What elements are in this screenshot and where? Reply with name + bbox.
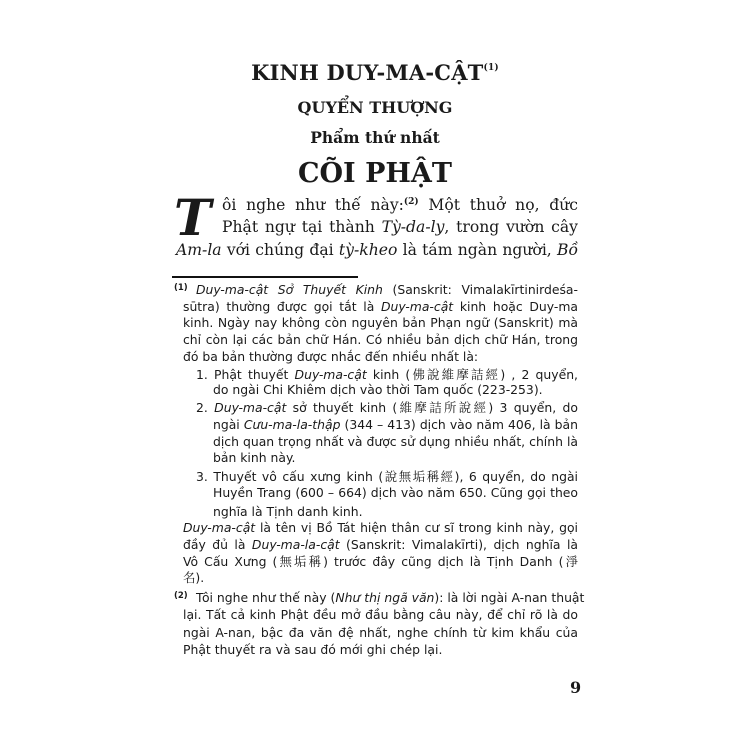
text-segment: Phật ngự tại thành xyxy=(222,218,382,236)
text-segment: kinh hoặc Duy-ma xyxy=(453,299,579,314)
text-segment: (344 – 413) dịch vào năm 406, là bản xyxy=(340,417,578,432)
text-line xyxy=(183,642,578,658)
italic-text: Duy-ma-cật xyxy=(294,367,367,382)
text-segment: ngài A-nan, bậc đa văn đệ nhất, nghe chính từ kim khẩu của xyxy=(183,625,578,640)
footnote-marker-2: (2) xyxy=(174,591,188,601)
text-line xyxy=(222,196,578,214)
text-line xyxy=(196,469,578,485)
italic-text: Am-la xyxy=(176,241,222,259)
page-number: 9 xyxy=(570,678,582,697)
text-line xyxy=(213,485,578,501)
text-segment: với chúng đại xyxy=(221,241,339,259)
text-segment: đó ba bản thường được nhắc đến nhiều nhất là: xyxy=(183,349,479,364)
text-line xyxy=(183,332,578,348)
footnote-ref-2: (2) xyxy=(403,196,419,207)
text-line xyxy=(213,434,578,450)
book-title xyxy=(0,60,750,85)
text-line xyxy=(183,299,578,315)
text-segment: ôi nghe như thế này: xyxy=(222,196,404,214)
italic-text: Duy-ma-cật xyxy=(381,299,454,314)
text-segment: ngài xyxy=(213,417,244,432)
italic-text: Duy-ma-cật xyxy=(183,520,256,535)
text-segment: là tám ngàn người, xyxy=(397,241,558,259)
italic-text: Như thị ngã văn xyxy=(335,590,435,605)
text-line xyxy=(183,554,578,570)
text-segment: dịch quan trọng nhất và được sử dụng nhiều nhất, chính là xyxy=(213,434,578,449)
text-segment: (Sanskrit: Vimalakīrtinirdeśa- xyxy=(382,282,579,297)
text-line xyxy=(183,570,578,586)
text-line xyxy=(213,450,578,466)
text-segment: Một thuở nọ, đức xyxy=(418,196,578,214)
text-segment: 名). xyxy=(183,570,205,585)
text-segment: đầy đủ là xyxy=(183,537,252,552)
text-segment: kinh (佛說維摩詰經) , 2 quyển, xyxy=(366,367,578,382)
text-segment: Tôi nghe như thế này ( xyxy=(196,590,336,605)
text-segment: kinh. Ngày nay không còn nguyên bản Phạn ngữ (Sanskrit) mà xyxy=(183,315,578,330)
footnote-divider xyxy=(172,276,358,278)
text-line xyxy=(213,417,578,433)
text-segment: Huyền Trang (600 – 664) dịch vào năm 650. Cũng gọi theo xyxy=(213,485,578,500)
text-line xyxy=(183,625,578,641)
text-segment: 1. Phật thuyết xyxy=(196,367,295,382)
italic-text: Bồ xyxy=(557,241,579,259)
italic-text: Tỳ-da-ly xyxy=(381,218,445,236)
text-line xyxy=(213,382,578,398)
text-line xyxy=(176,241,578,259)
footnote-ref-1: (1) xyxy=(483,63,499,73)
text-segment: chỉ còn lại các bản chữ Hán. Có nhiều bản dịch chữ Hán, trong xyxy=(183,332,578,347)
text-line xyxy=(222,218,578,236)
text-line xyxy=(183,537,578,553)
text-segment: ): là lời ngài A-nan thuật xyxy=(434,590,585,605)
text-segment: 3. Thuyết vô cấu xưng kinh (說無垢稱經), 6 quyển, do ngài xyxy=(196,469,578,484)
italic-text: Duy-ma-cật xyxy=(214,400,287,415)
text-line xyxy=(196,367,578,383)
italic-text: tỳ-kheo xyxy=(338,241,398,259)
text-segment: sūtra) thường được gọi tắt là xyxy=(183,299,381,314)
text-segment: là tên vị Bồ Tát hiện thân cư sĩ trong kinh này, gọi xyxy=(255,520,578,535)
italic-text: Cưu-ma-la-thập xyxy=(243,417,341,432)
text-segment: nghĩa là Tịnh danh kinh. xyxy=(213,504,363,519)
italic-text: Duy-ma-la-cật xyxy=(251,537,340,552)
text-segment: , trong vườn cây xyxy=(444,218,578,236)
section-heading: CÕI PHẬT xyxy=(298,158,452,189)
text-segment: do ngài Chi Khiêm dịch vào thời Tam quốc (223-253). xyxy=(213,382,543,397)
text-line xyxy=(196,282,578,298)
text-line xyxy=(183,520,578,536)
text-line xyxy=(196,590,585,606)
text-segment: Vô Cấu Xưng (無垢稱) trước đây cũng dịch là Tịnh Danh (淨 xyxy=(183,554,578,569)
text-line xyxy=(183,607,578,623)
volume-heading: QUYỂN THƯỢNG xyxy=(297,98,453,117)
text-segment: sở thuyết kinh (維摩詰所說經) 3 quyển, do xyxy=(286,400,579,415)
text-line xyxy=(183,315,578,331)
title-text: KINH DUY-MA-CẬT xyxy=(251,60,484,85)
text-line xyxy=(196,400,578,416)
footnote-marker-1: (1) xyxy=(174,283,188,293)
text-line xyxy=(213,504,578,520)
italic-text: Duy-ma-cật Sở Thuyết Kinh xyxy=(196,282,383,297)
text-segment: 2. xyxy=(196,400,215,415)
text-segment: lại. Tất cả kinh Phật đều mở đầu bằng câu này, để chỉ rõ là do xyxy=(183,607,578,622)
drop-cap: T xyxy=(174,188,212,247)
text-line xyxy=(183,349,578,365)
chapter-heading: Phẩm thứ nhất xyxy=(310,128,440,147)
text-segment: (Sanskrit: Vimalakīrti), dịch nghĩa là xyxy=(339,537,578,552)
text-segment: Phật thuyết ra và sau đó mới ghi chép lại. xyxy=(183,642,443,657)
text-segment: bản kinh này. xyxy=(213,450,296,465)
